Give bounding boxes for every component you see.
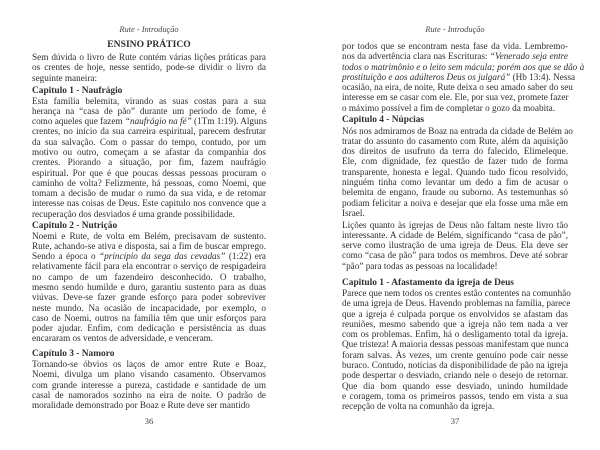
text-run: da sua salvação. Com o passar do tempo, contudo, por um: [32, 136, 266, 147]
text-run: com grande interesse a pureza, castidade e santidade de um: [32, 379, 266, 390]
text-line: [32, 126, 266, 136]
text-run: relativamente fácil para ela encontrar o serviço de respigadeira: [32, 261, 266, 272]
text-line: [342, 125, 573, 136]
text-line: [342, 92, 568, 102]
text-run: interessante. A cidade de Belém, significando “casa de pão”,: [342, 229, 568, 240]
text-line: [342, 360, 568, 370]
text-line: [342, 208, 568, 218]
text-line: [32, 147, 266, 157]
text-line: [342, 391, 568, 401]
text-line: [32, 209, 266, 219]
text-line: [32, 198, 266, 208]
text-run: podiam felicitar a noiva e desejar que ela fosse uma mãe em: [342, 197, 568, 208]
text-line: [32, 178, 266, 188]
text-run: com os problemas. Enfim, há o desligamento total da igreja.: [342, 329, 568, 340]
text-run: Lições quanto às igrejas de Deus não faltam neste livro tão: [342, 219, 568, 230]
text-run: buraco. Contudo, notícias da disponibilidade de pão na igreja: [342, 360, 568, 371]
italic-quote: “princípio da sega das cevadas”: [99, 251, 226, 262]
text-run: neste mundo. Na ocasião de incapacidade, por exemplo, o: [32, 302, 266, 313]
running-header: Rute - Introdução: [119, 25, 179, 34]
text-line: [342, 230, 568, 240]
text-line: [32, 390, 266, 400]
chapter-heading: Capitulo 2 - Nutrição: [32, 220, 118, 231]
section-title: ENSINO PRÁTICO: [107, 38, 191, 50]
chapter-paragraph: [32, 231, 266, 344]
text-run: espiritual. Por que é que poucas dessas pessoas procuram o: [32, 167, 266, 178]
text-line: [342, 177, 568, 187]
text-line: [342, 71, 576, 82]
text-run: (1:22) era: [225, 251, 267, 262]
text-run: motivo ou outro, começam a se afastar da companhia dos: [32, 146, 266, 157]
italic-quote: todos o matrimônio e o leito sem mácula; porém aos que se dão à: [342, 61, 585, 72]
chapter-heading: Capítulo 3 - Namoro: [32, 349, 115, 359]
text-line: [342, 319, 568, 329]
lessons-paragraph: [342, 220, 568, 271]
right-page: [300, 0, 600, 450]
text-line: [32, 282, 266, 292]
text-run: recuperação dos desviados é uma grande possibilidade.: [32, 208, 235, 219]
text-line: [342, 250, 568, 260]
text-run: moralidade demonstrado por Boaz e Rute deve ser mantido: [32, 400, 250, 411]
text-run: os crentes de hoje, nesse sentido, pode-se dividir o livro da: [32, 62, 266, 73]
text-run: caso de Noemi, outros na família têm que unir esforços para: [32, 312, 266, 323]
running-header: Rute - Introdução: [425, 25, 485, 34]
text-line: [342, 146, 568, 156]
text-run: no campo de um fazendeiro desconhecido. O trabalho,: [32, 271, 266, 282]
text-line: [32, 400, 266, 410]
text-line: [32, 261, 266, 271]
text-run: encararam os ventos de adversidade, e venceram.: [32, 333, 214, 344]
chapter-heading: Capitulo 4 - Núpcias: [342, 115, 425, 125]
chapter-paragraph: [32, 96, 266, 220]
text-line: [32, 369, 266, 379]
page-number: 37: [450, 415, 460, 426]
text-run: seguinte maneira:: [32, 72, 98, 83]
text-line: [342, 82, 573, 93]
text-run: Israel.: [342, 207, 365, 218]
text-run: Sem dúvida o livro de Rute contém várias lições práticas para: [32, 52, 266, 62]
text-line: [32, 62, 266, 72]
text-line: [342, 370, 568, 380]
text-run: ocasião, na eira, de noite, Rute deixa o seu amado saber do seu: [342, 82, 573, 93]
chapter-heading: Capitulo 1 - Afastamento da igreja de Deus: [342, 278, 514, 288]
text-run: por todos que se encontram nesta fase da vida. Lembremo-: [342, 41, 568, 51]
text-run: serve como ilustração de uma igreja de Deus. Ela deve ser: [342, 240, 568, 251]
text-run: tratar do assunto do casamento com Rute, além da aquisição: [342, 135, 568, 146]
text-line: [32, 116, 266, 126]
text-line: [32, 380, 266, 390]
text-line: [342, 288, 571, 298]
text-line: [342, 240, 568, 250]
text-line: [342, 339, 568, 349]
text-line: [32, 106, 266, 116]
text-line: [32, 241, 266, 251]
text-line: [342, 167, 568, 177]
text-run: de uma igreja de Deus. Havendo problemas na família, parece: [342, 298, 571, 309]
text-run: Nós nos admiramos de Boaz na entrada da cidade de Belém ao: [342, 125, 573, 136]
text-line: [32, 303, 266, 313]
text-line: [342, 198, 568, 208]
text-line: [342, 350, 568, 360]
text-run: recepção de volta na comunhão da igreja.: [342, 401, 495, 412]
text-run: transparente, honesta e legal. Quando tudo ficou resolvido,: [342, 166, 568, 177]
text-run: e coragem, toma os primeiros passos, tendo em vista a sua: [342, 390, 568, 401]
text-line: [342, 261, 568, 271]
text-run: Que dia bom quando esse desviado, unindo humildade: [342, 380, 568, 391]
text-run: o máximo possível a fim de completar o gozo da moabita.: [342, 102, 556, 113]
text-run: crentes, no início da sua carreira espiritual, parecem desfrutar: [32, 126, 266, 137]
text-line: [32, 333, 266, 343]
text-line: [342, 51, 568, 61]
text-run: Que tristeza! A maioria dessas pessoas manifestam que nunca: [342, 339, 569, 350]
text-run: viúvas. Deve-se fazer grande esforço para poder sobreviver: [32, 292, 266, 303]
text-line: [32, 96, 266, 106]
text-line: [342, 187, 568, 197]
page-number: 36: [144, 415, 154, 426]
text-run: como aqueles que fazem: [32, 116, 125, 127]
text-line: [32, 188, 266, 198]
text-line: [342, 103, 568, 113]
text-line: [32, 313, 266, 323]
text-run: Rute, achando-se ativa e disposta, sai a fim de buscar emprego.: [32, 240, 266, 251]
text-run: Parece que nem todos os crentes estão contentes na comunhão: [342, 288, 571, 298]
text-run: poder ajudar. Enfim, com dedicação e persistência as duas: [32, 323, 266, 334]
text-line: [342, 401, 568, 411]
text-line: [342, 136, 568, 146]
text-run: Esta família belemita, virando as suas costas para a sua: [32, 95, 266, 106]
text-line: [32, 251, 266, 261]
chapter-paragraph: [342, 288, 571, 412]
chapter-paragraph: [342, 125, 573, 219]
text-run: (1Tm 1:19). Alguns: [191, 116, 267, 127]
text-line: [342, 61, 585, 72]
text-run: Ele, com dignidade, fez questão de fazer tudo de forma: [342, 156, 568, 167]
text-run: nos da advertência clara nas Escrituras:: [342, 51, 490, 62]
text-run: ninguém tinha como levantar um dedo a fim de acusar o: [342, 176, 568, 187]
text-run: herança na “casa de pão” durante um período de fome, é: [32, 105, 266, 116]
text-run: interesse em se casar com ele. Ele, por sua vez, promete fazer: [342, 92, 569, 103]
text-run: reuniões, mesmo sabendo que a igreja não tem nada a ver: [342, 318, 568, 329]
chapter-heading: Capitulo 1 - Naufrágio: [32, 85, 123, 96]
text-run: (Hb 13:4). Nessa: [510, 71, 576, 82]
text-run: Sendo a época o: [32, 251, 100, 262]
text-line: [342, 298, 571, 309]
text-line: [32, 272, 266, 282]
text-run: Tornando-se óbvios os laços de amor entre Rute e Boaz,: [32, 359, 266, 369]
text-line: [32, 323, 266, 333]
text-line: [342, 156, 568, 166]
text-run: casal de namorados sozinho na eira de noite. O padrão de: [32, 389, 266, 400]
text-run: foram salvas. Às vezes, um crente genuíno pode cair nesse: [342, 349, 568, 360]
intro-paragraph: [32, 52, 266, 83]
italic-quote: “Venerado seja entre: [489, 51, 568, 62]
continued-paragraph: [342, 41, 585, 113]
chapter-paragraph: [32, 359, 266, 410]
italic-quote: prostituição e aos adúlteros Deus os julgará”: [342, 71, 511, 82]
text-line: [32, 157, 266, 167]
text-line: [32, 137, 266, 147]
text-run: que a igreja é culpada porque os envolvidos se afastam das: [342, 308, 568, 319]
text-run: Noemi e Rute, de volta em Belém, precisavam de sustento.: [32, 230, 266, 241]
text-run: belemita de engano, fraude ou suborno. As testemunhas só: [342, 187, 568, 198]
italic-quote: “naufrágio na fé”: [124, 116, 192, 127]
text-line: [32, 231, 266, 241]
text-run: Noemi, divulga um plano visando casamento. Observamos: [32, 369, 266, 380]
text-run: como “casa de pão” para todos os membros. Deve até sobrar: [342, 250, 568, 261]
text-line: [342, 309, 568, 319]
text-line: [342, 41, 568, 51]
text-line: [32, 52, 266, 62]
text-line: [32, 359, 266, 369]
text-run: tomam a decisão de mudar o rumo da sua vida, e de retomar: [32, 188, 266, 199]
text-run: mesmo sendo humilde e duro, garantiu sustento para as duas: [32, 281, 266, 292]
text-line: [342, 381, 568, 391]
text-run: “pão” para todas as pessoas na localidade!: [342, 260, 498, 271]
text-run: pode despertar o desviado, criando nele o desejo de retornar.: [342, 370, 568, 381]
text-run: dos direitos de usufruto da terra do falecido, Elimeleque.: [342, 146, 568, 157]
text-line: [342, 220, 568, 230]
text-line: [342, 329, 568, 339]
text-line: [32, 292, 266, 302]
text-run: crentes. Piorando a situação, por fim, fazem naufrágio: [32, 157, 266, 168]
text-line: [32, 73, 266, 83]
text-line: [32, 168, 266, 178]
text-run: interesse nas coisas de Deus. Este capitulo nos convence que a: [32, 198, 266, 209]
text-run: caminho de volta? Felizmente, há pessoas, como Noemi, que: [32, 177, 266, 188]
